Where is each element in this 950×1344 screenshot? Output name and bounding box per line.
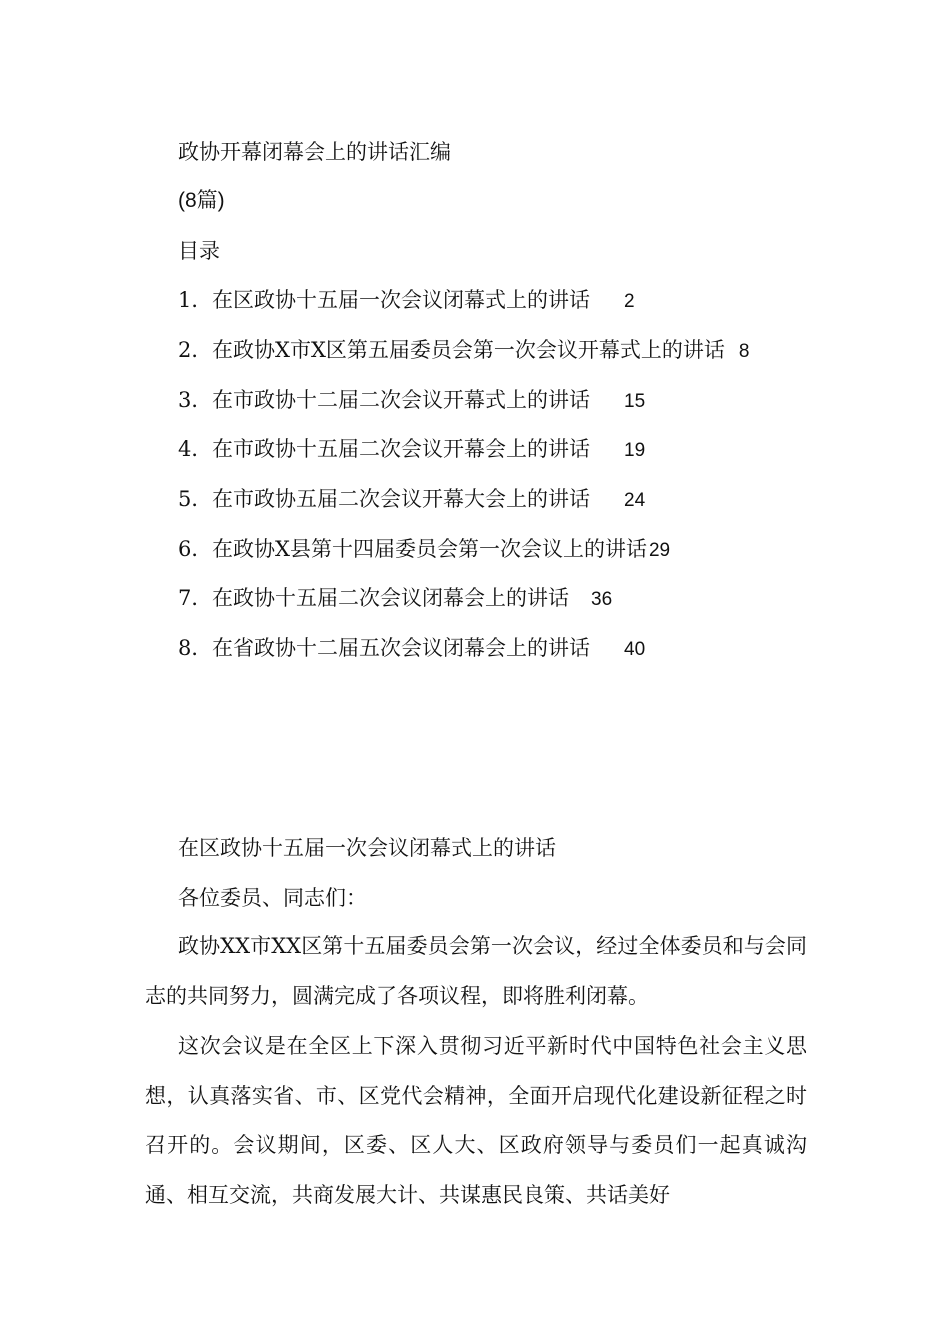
toc-item-page: 2 bbox=[624, 291, 635, 312]
toc-item-title: 在省政协十二届五次会议闭幕会上的讲话 bbox=[212, 636, 590, 660]
toc-item-page: 15 bbox=[624, 391, 646, 412]
toc-item-number: 8． bbox=[178, 636, 213, 660]
toc-item-page: 24 bbox=[624, 490, 646, 511]
salutation: 各位委员、同志们： bbox=[178, 886, 367, 910]
body-paragraph: 政协XX市XX区第十五届委员会第一次会议，经过全体委员和与会同志的共同努力，圆满完成了各项议程，即将胜利闭幕。 bbox=[145, 934, 807, 1008]
article-count: (8篇) bbox=[178, 189, 225, 212]
toc-item-number: 7． bbox=[178, 586, 213, 610]
toc-item[interactable] bbox=[178, 434, 645, 466]
toc-item-page: 40 bbox=[624, 639, 646, 660]
toc-item[interactable] bbox=[178, 583, 612, 615]
toc-item-number: 4． bbox=[178, 437, 213, 461]
toc-item[interactable] bbox=[178, 534, 670, 566]
body-paragraph: 这次会议是在全区上下深入贯彻习近平新时代中国特色社会主义思想，认真落实省、市、区党代会精神，全面开启现代化建设新征程之时召开的。会议期间，区委、区人大、区政府领导与委员们一起真诚沟通、相互交流，共商发展大计、共谋惠民良策、共话美好 bbox=[145, 1034, 807, 1207]
toc-item-title: 在政协十五届二次会议闭幕会上的讲话 bbox=[212, 586, 569, 610]
toc-item-page: 19 bbox=[624, 440, 646, 461]
toc-item[interactable] bbox=[178, 285, 635, 317]
toc-item[interactable] bbox=[178, 335, 749, 367]
toc-item-number: 3． bbox=[178, 388, 213, 412]
toc-item[interactable] bbox=[178, 633, 645, 665]
toc-item-title: 在市政协十二届二次会议开幕式上的讲话 bbox=[212, 388, 590, 412]
toc-item[interactable] bbox=[178, 385, 645, 417]
toc-item-page: 8 bbox=[738, 341, 750, 362]
toc-item-page: 29 bbox=[648, 540, 671, 561]
toc-item-number: 6． bbox=[178, 537, 213, 561]
toc-item-page: 36 bbox=[591, 589, 613, 610]
toc-item[interactable] bbox=[178, 484, 645, 516]
toc-item-number: 2． bbox=[178, 338, 213, 362]
toc-item-number: 1． bbox=[178, 288, 213, 312]
toc-heading: 目录 bbox=[178, 239, 220, 263]
toc-item-title: 在市政协十五届二次会议开幕会上的讲话 bbox=[212, 437, 590, 461]
section-title: 在区政协十五届一次会议闭幕式上的讲话 bbox=[178, 836, 556, 860]
toc-item-title: 在市政协五届二次会议开幕大会上的讲话 bbox=[212, 487, 590, 511]
document-title: 政协开幕闭幕会上的讲话汇编 bbox=[178, 140, 451, 164]
toc-item-number: 5． bbox=[178, 487, 213, 511]
toc-item-title: 在政协X县第十四届委员会第一次会议上的讲话 bbox=[212, 537, 647, 561]
toc-item-title: 在区政协十五届一次会议闭幕式上的讲话 bbox=[212, 288, 590, 312]
toc-item-title: 在政协X市X区第五届委员会第一次会议开幕式上的讲话 bbox=[212, 338, 725, 362]
